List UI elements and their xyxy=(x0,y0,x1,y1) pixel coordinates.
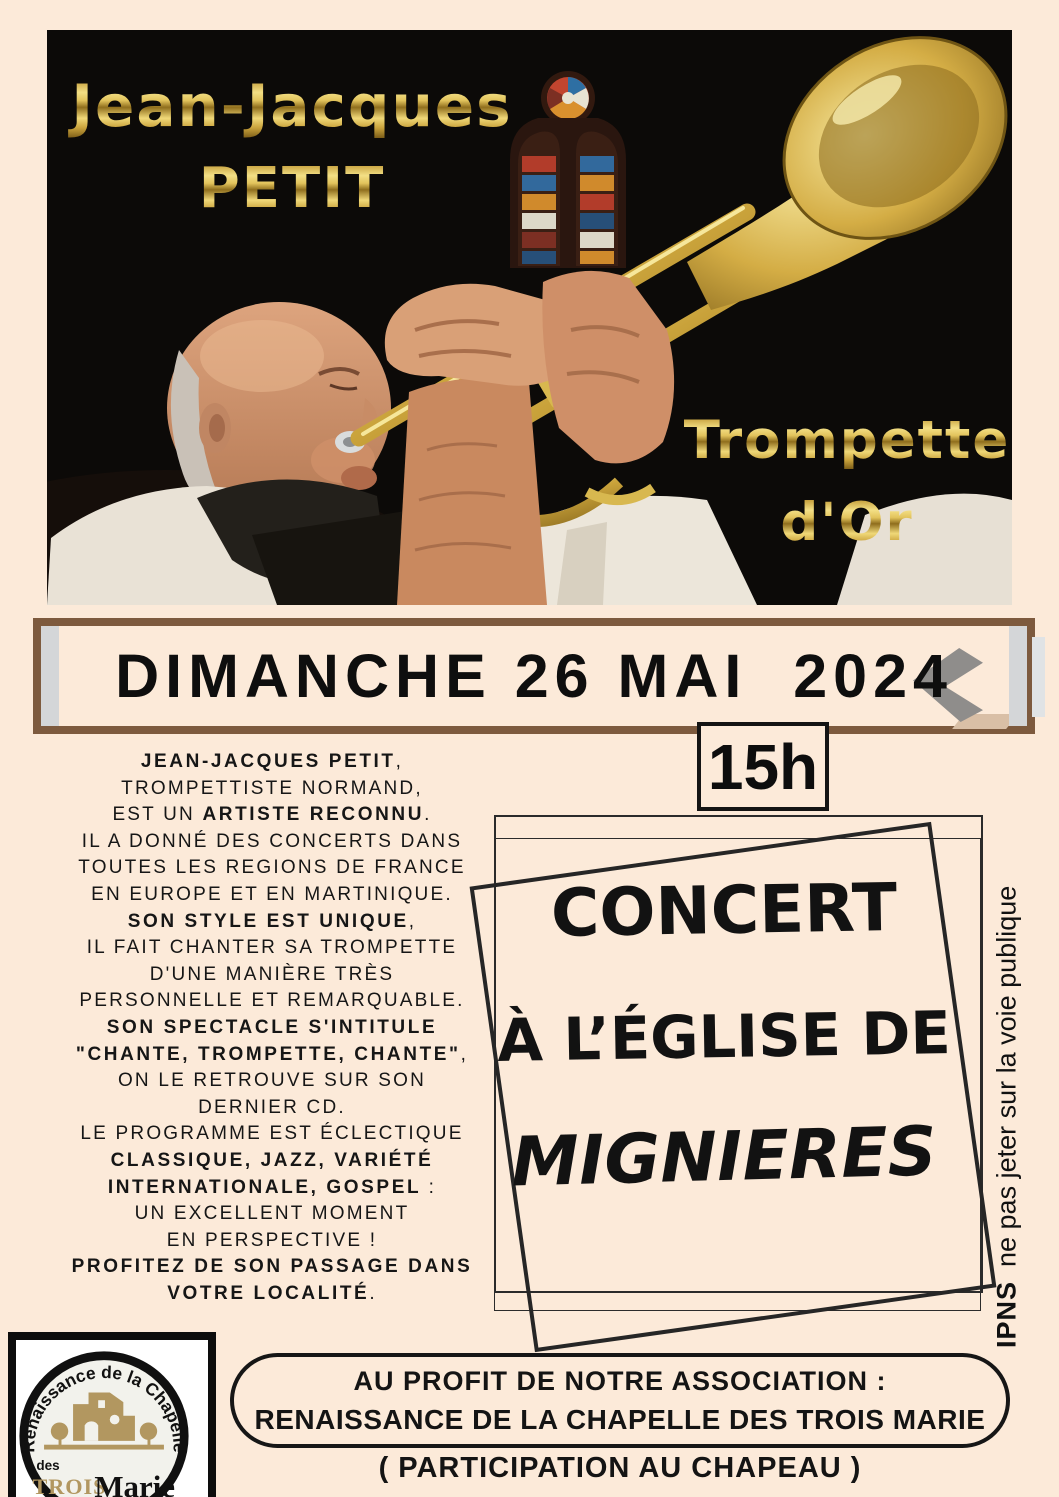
banner-endcap-right xyxy=(1009,626,1027,726)
bio-paragraph xyxy=(52,749,492,1307)
hero-subtitle-trompette: Trompette xyxy=(652,410,1012,471)
concert-line-2: À L’ÉGLISE DE xyxy=(496,998,952,1075)
bio-line: EST UN ARTISTE RECONNU. xyxy=(112,804,432,826)
hero-photo xyxy=(47,30,1012,605)
bio-line: "CHANTE, TROMPETTE, CHANTE", xyxy=(75,1043,469,1065)
bio-line: SON STYLE EST UNIQUE, xyxy=(127,910,417,932)
side-note xyxy=(978,820,1036,1348)
bio-line: IL A DONNÉ DES CONCERTS DANS xyxy=(81,830,463,852)
bio-line: JEAN-JACQUES PETIT, xyxy=(140,751,404,772)
bio-line: DERNIER CD. xyxy=(198,1096,346,1118)
date-banner xyxy=(33,618,1035,734)
hero-subtitle-dor: d'Or xyxy=(652,492,1012,553)
bio-line: UN EXCELLENT MOMENT xyxy=(134,1203,410,1225)
bio-line: PERSONNELLE ET REMARQUABLE. xyxy=(79,990,465,1012)
logo-des: des xyxy=(36,1457,60,1473)
bio-line: D'UNE MANIÈRE TRÈS xyxy=(149,963,395,985)
bio-line: SON SPECTACLE S'INTITULE xyxy=(106,1016,438,1038)
bio-line: TOUTES LES REGIONS DE FRANCE xyxy=(78,857,466,879)
date-banner-text: DIMANCHE 26 MAI 2024 xyxy=(115,642,953,710)
bio-line: ON LE RETROUVE SUR SON xyxy=(117,1070,427,1092)
time-label: 15h xyxy=(707,730,819,803)
footer-line-1: AU PROFIT DE NOTRE ASSOCIATION : xyxy=(353,1365,887,1396)
banner-endcap-left xyxy=(41,626,59,726)
footer-line-3: ( PARTICIPATION AU CHAPEAU ) xyxy=(378,1452,862,1484)
logo-trois: TROIS xyxy=(32,1474,107,1497)
concert-line-3: MIGNIERES xyxy=(510,1112,938,1203)
logo-marie: Marie xyxy=(94,1468,176,1497)
footer-line-2: RENAISSANCE DE LA CHAPELLE DES TROIS MARIE xyxy=(254,1403,986,1435)
bio-line: VOTRE LOCALITÉ. xyxy=(167,1282,377,1304)
side-note-ipns: IPNS xyxy=(991,1280,1022,1348)
logo-arc-text: Renaissance de la Chapelle xyxy=(18,1361,190,1453)
concert-line-1: CONCERT xyxy=(550,868,898,953)
footer-box xyxy=(230,1353,1010,1448)
bio-line: INTERNATIONALE, GOSPEL : xyxy=(107,1176,437,1198)
watermark-gray-strip xyxy=(1032,637,1045,717)
bio-line: PROFITEZ DE SON PASSAGE DANS xyxy=(71,1256,473,1278)
hero-title-first-name: Jean-Jacques xyxy=(57,72,527,140)
bio-line: IL FAIT CHANTER SA TROMPETTE xyxy=(86,937,458,959)
time-box xyxy=(697,722,829,811)
bio-line: EN PERSPECTIVE ! xyxy=(166,1229,378,1251)
association-logo xyxy=(8,1332,216,1497)
bio-line: LE PROGRAMME EST ÉCLECTIQUE xyxy=(80,1123,464,1145)
hero-title-last-name: PETIT xyxy=(57,156,527,221)
bio-line: TROMPETTISTE NORMAND, xyxy=(121,777,423,799)
bio-line: EN EUROPE ET EN MARTINIQUE. xyxy=(91,883,453,905)
side-note-text: ne pas jeter sur la voie publique xyxy=(991,885,1022,1267)
bio-line: CLASSIQUE, JAZZ, VARIÉTÉ xyxy=(110,1149,434,1171)
